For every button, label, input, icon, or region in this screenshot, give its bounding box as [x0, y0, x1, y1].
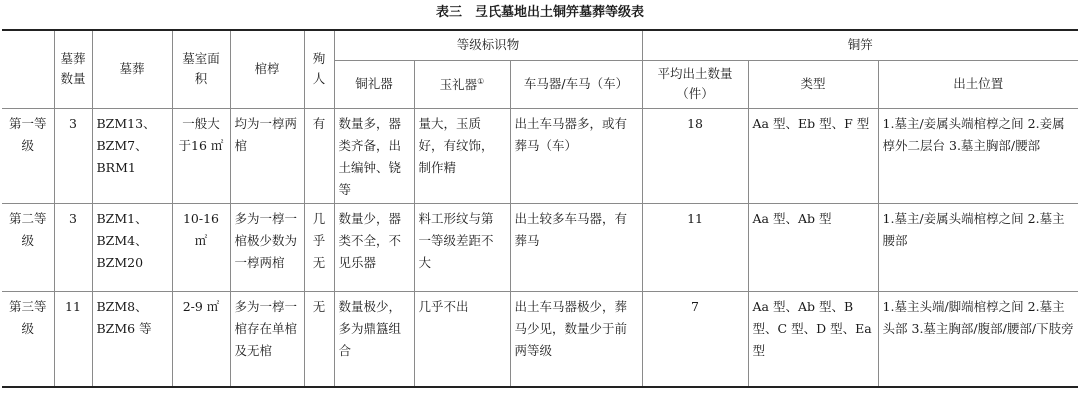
cell-position: 1.墓主/妾属头端棺椁之间 2.墓主腰部	[878, 203, 1078, 291]
table-row	[2, 108, 1078, 203]
header-count: 墓葬数量	[54, 30, 92, 108]
header-type: 类型	[748, 60, 878, 108]
cell-jade: 几乎不出	[414, 291, 510, 387]
tomb-grade-table	[2, 29, 1078, 388]
cell-coffin: 多为一椁一棺极少数为一椁两棺	[230, 203, 304, 291]
cell-coffin: 均为一椁两棺	[230, 108, 304, 203]
header-markers-group: 等级标识物	[334, 30, 642, 60]
header-hairpin-group: 铜笄	[642, 30, 1078, 60]
cell-area: 2-9 ㎡	[172, 291, 230, 387]
cell-jade: 量大，玉质好，有纹饰，制作精	[414, 108, 510, 203]
header-position: 出土位置	[878, 60, 1078, 108]
cell-avg: 18	[642, 108, 748, 203]
cell-tombs: BZM1、BZM4、BZM20	[92, 203, 172, 291]
cell-chariot: 出土较多车马器，有葬马	[510, 203, 642, 291]
cell-count: 11	[54, 291, 92, 387]
cell-area: 10-16 ㎡	[172, 203, 230, 291]
table-row	[2, 203, 1078, 291]
table-caption: 表三 弖氏墓地出土铜笄墓葬等级表	[435, 5, 644, 20]
cell-level: 第一等级	[2, 108, 54, 203]
cell-tombs: BZM13、BZM7、BRM1	[92, 108, 172, 203]
cell-area: 一般大于16 ㎡	[172, 108, 230, 203]
cell-bronze: 数量少，器类不全，不见乐器	[334, 203, 414, 291]
cell-tombs: BZM8、BZM6 等	[92, 291, 172, 387]
cell-bronze: 数量多，器类齐备，出土编钟、铙等	[334, 108, 414, 203]
cell-chariot: 出土车马器多，或有葬马（车）	[510, 108, 642, 203]
cell-position: 1.墓主/妾属头端棺椁之间 2.妾属椁外二层台 3.墓主胸部/腰部	[878, 108, 1078, 203]
cell-level: 第三等级	[2, 291, 54, 387]
cell-avg: 11	[642, 203, 748, 291]
cell-count: 3	[54, 108, 92, 203]
cell-sacrifice: 有	[304, 108, 334, 203]
header-avg-count: 平均出土数量（件）	[642, 60, 748, 108]
footnote-marker: ①	[477, 77, 485, 87]
header-sacrifice: 殉人	[304, 30, 334, 108]
cell-sacrifice: 无	[304, 291, 334, 387]
table-row	[2, 291, 1078, 387]
cell-count: 3	[54, 203, 92, 291]
header-coffin: 棺椁	[230, 30, 304, 108]
cell-type: Aa 型、Eb 型、F 型	[748, 108, 878, 203]
cell-sacrifice: 几乎无	[304, 203, 334, 291]
header-tombs: 墓葬	[92, 30, 172, 108]
header-bronze-ritual: 铜礼器	[334, 60, 414, 108]
cell-position: 1.墓主头端/脚端棺椁之间 2.墓主头部 3.墓主胸部/腹部/腰部/下肢旁	[878, 291, 1078, 387]
header-level	[2, 30, 54, 108]
cell-coffin: 多为一椁一棺存在单棺及无棺	[230, 291, 304, 387]
cell-avg: 7	[642, 291, 748, 387]
cell-type: Aa 型、Ab 型、B 型、C 型、D 型、Ea 型	[748, 291, 878, 387]
cell-chariot: 出土车马器极少，葬马少见，数量少于前两等级	[510, 291, 642, 387]
cell-level: 第二等级	[2, 203, 54, 291]
cell-bronze: 数量极少，多为鼎簋组合	[334, 291, 414, 387]
header-jade-ritual	[414, 60, 510, 108]
cell-type: Aa 型、Ab 型	[748, 203, 878, 291]
header-chariot: 车马器/车马（车）	[510, 60, 642, 108]
cell-jade: 料工形纹与第一等级差距不大	[414, 203, 510, 291]
header-area: 墓室面积	[172, 30, 230, 108]
header-jade-label: 玉礼器	[439, 77, 478, 93]
